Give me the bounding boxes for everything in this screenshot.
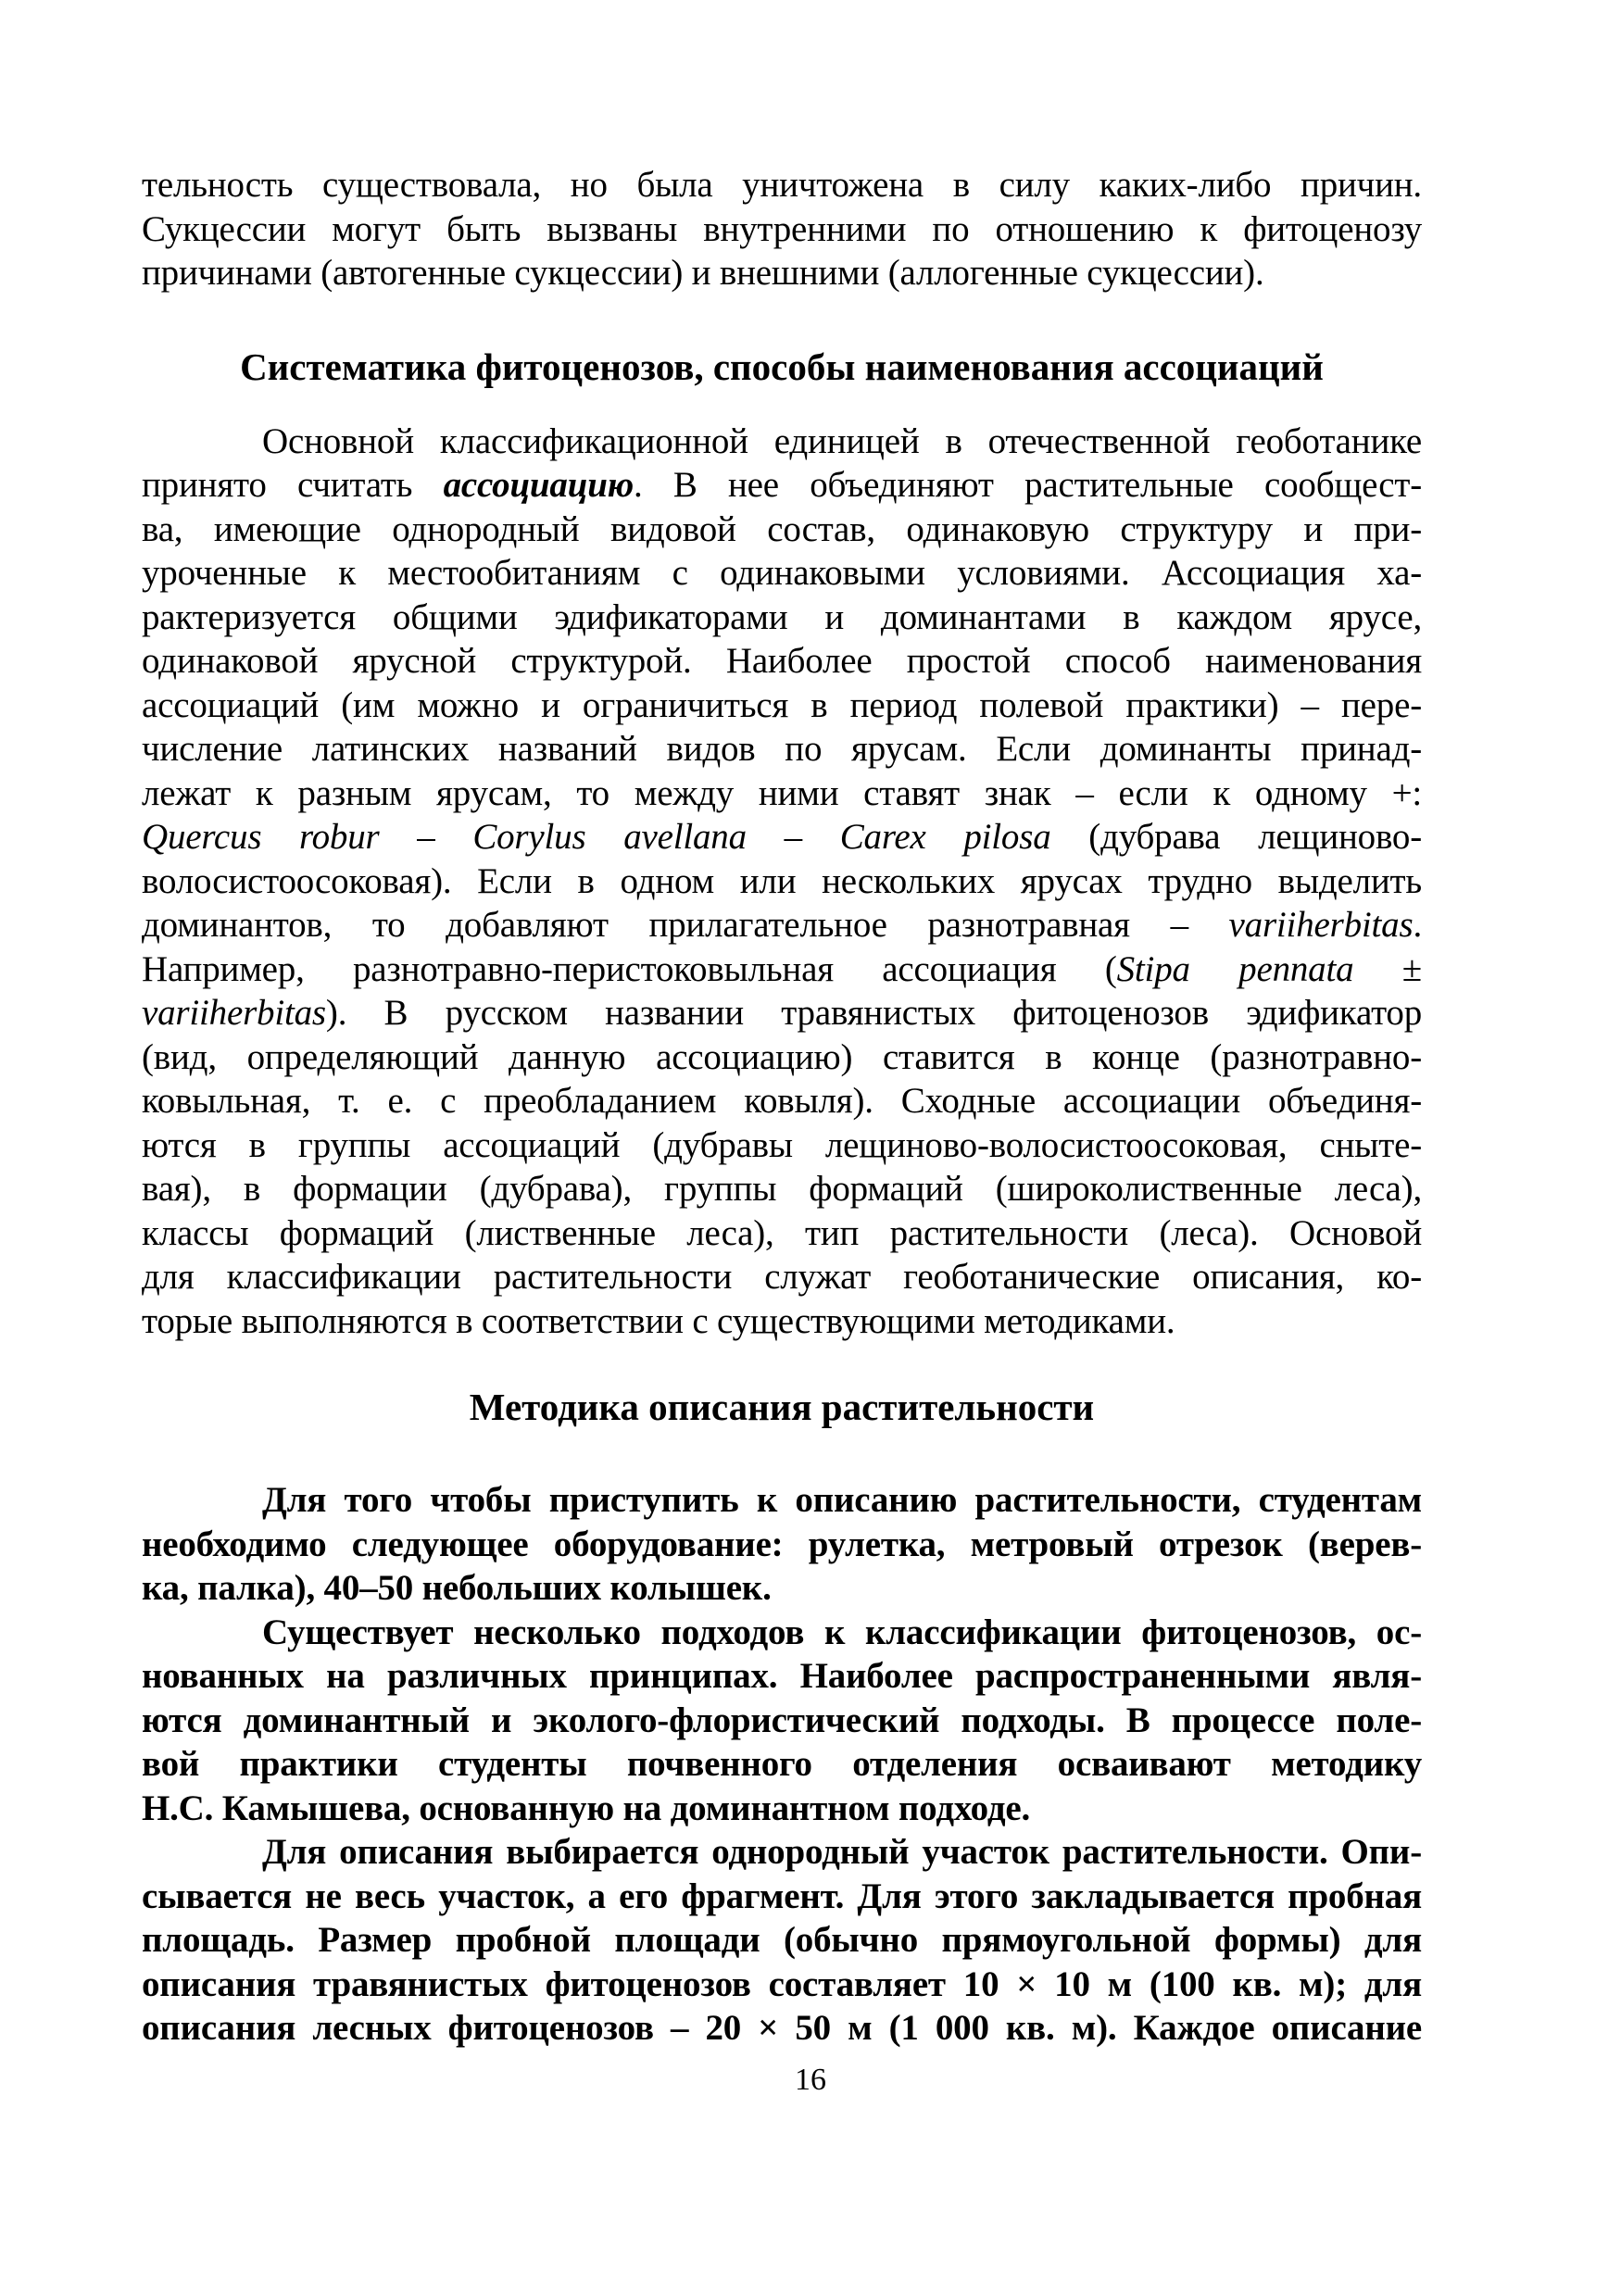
heading-methodology: Методика описания растительности: [469, 1386, 1095, 1428]
body-text: вой практики студенты почвенного отделения осваивают методику: [142, 1744, 1422, 1784]
text-line: [142, 947, 1422, 992]
body-text: торые выполняются в соответствии с существующими методиками.: [142, 1300, 1175, 1341]
body-text: площадь. Размер пробной площади (обычно прямоугольной формы) для: [142, 1920, 1422, 1960]
emphasized-text: Carex pilosa: [839, 817, 1051, 857]
body-text: уроченные к местообитаниям с одинаковыми условиями. Ассоциация ха-: [142, 553, 1422, 593]
body-text: волосистоосоковая). Если в одном или нескольких ярусах трудно выделить: [142, 860, 1422, 901]
text-line: [142, 1830, 1422, 1875]
text-line: [142, 251, 1422, 295]
body-text: ка, палка), 40–50 небольших колышек.: [142, 1568, 772, 1608]
body-text: Например, разнотравно-перистоковыльная ассоциация (: [142, 948, 1117, 989]
text-line: [142, 1123, 1422, 1168]
page-number: 16: [795, 2063, 826, 2097]
text-line: [142, 1742, 1422, 1787]
emphasized-text: Stipa pennata: [1116, 948, 1354, 989]
body-text: Для описания выбирается однородный участок растительности. Опи-: [262, 1832, 1422, 1872]
body-text: Н.С. Камышева, основанную на доминантном подходе.: [142, 1788, 1031, 1828]
text-line: [142, 1299, 1422, 1344]
text-line: [142, 163, 1422, 207]
text-line: [142, 207, 1422, 252]
body-text: рактеризуется общими эдификаторами и доминантами в каждом ярусе,: [142, 596, 1422, 637]
body-text: .: [1413, 905, 1422, 945]
page-content: [142, 163, 1422, 2051]
paragraph-association: [142, 420, 1422, 1344]
text-line: [142, 859, 1422, 904]
body-text: нованных на различных принципах. Наиболее распространенными явля-: [142, 1656, 1422, 1696]
emphasized-text: variiherbitas: [142, 993, 326, 1033]
text-line: [142, 1654, 1422, 1699]
paragraph-plot-description: [142, 1830, 1422, 2051]
text-line: [142, 1035, 1422, 1080]
heading-systematics: Систематика фитоценозов, способы наименования ассоциаций: [240, 345, 1324, 388]
body-text: описания травянистых фитоценозов составляет 10 × 10 м (100 кв. м); для: [142, 1964, 1422, 2004]
text-line: [142, 1255, 1422, 1299]
emphasized-text: Quercus robur: [142, 817, 380, 857]
text-line: [142, 1211, 1422, 1256]
body-text: ковыльная, т. е. с преобладанием ковыля). Сходные ассоциации объединя-: [142, 1081, 1422, 1121]
text-line: [142, 991, 1422, 1035]
text-line: [142, 772, 1422, 816]
body-text: . В нее объединяют растительные сообщест-: [633, 465, 1422, 505]
emphasized-text: Corylus avellana: [472, 817, 747, 857]
text-line: [142, 1611, 1422, 1655]
emphasized-text: ассоциацию: [443, 465, 634, 505]
text-line: [142, 2006, 1422, 2051]
emphasized-text: variiherbitas: [1228, 905, 1414, 945]
text-line: [142, 1478, 1422, 1523]
paragraph-equipment: [142, 1478, 1422, 1611]
body-text: –: [379, 817, 473, 857]
body-text: доминантов, то добавляют прилагательное разнотравная –: [142, 905, 1229, 945]
text-line: [142, 1787, 1422, 1831]
text-line: [142, 1875, 1422, 1919]
body-text: причинами (автогенные сукцессии) и внешними (аллогенные сукцессии).: [142, 253, 1264, 293]
text-line: [142, 1918, 1422, 1963]
text-line: [142, 727, 1422, 772]
text-line: [142, 1079, 1422, 1123]
text-line: [142, 1523, 1422, 1567]
body-text: Основной классификационной единицей в отечественной геоботанике: [262, 420, 1422, 461]
body-text: (дубрава лещиново-: [1050, 817, 1422, 857]
body-text: –: [746, 817, 840, 857]
body-text: ва, имеющие однородный видовой состав, одинаковую структуру и при-: [142, 508, 1422, 549]
text-line: [142, 903, 1422, 947]
body-text: ассоциаций (им можно и ограничиться в период полевой практики) – пере-: [142, 684, 1422, 725]
body-text: Сукцессии могут быть вызваны внутренними по отношению к фитоценозу: [142, 208, 1422, 249]
body-text: ются доминантный и эколого-флористический подходы. В процессе поле-: [142, 1700, 1422, 1740]
body-text: лежат к разным ярусам, то между ними ставят знак – если к одному +:: [142, 772, 1422, 813]
body-text: сывается не весь участок, а его фрагмент. Для этого закладывается пробная: [142, 1876, 1422, 1916]
body-text: принято считать: [142, 465, 444, 505]
body-text: вая), в формации (дубрава), группы формаций (широколиственные леса),: [142, 1169, 1422, 1209]
body-text: классы формаций (лиственные леса), тип растительности (леса). Основой: [142, 1212, 1422, 1253]
text-line: [142, 463, 1422, 508]
text-line: [142, 1699, 1422, 1743]
body-text: Существует несколько подходов к классификации фитоценозов, ос-: [262, 1612, 1422, 1652]
text-line: [142, 420, 1422, 464]
text-line: [142, 508, 1422, 552]
body-text: необходимо следующее оборудование: рулетка, метровый отрезок (верев-: [142, 1524, 1422, 1564]
body-text: Для того чтобы приступить к описанию растительности, студентам: [262, 1480, 1422, 1520]
body-text: числение латинских названий видов по ярусам. Если доминанты принад-: [142, 729, 1422, 769]
body-text: одинаковой ярусной структурой. Наиболее простой способ наименования: [142, 641, 1422, 681]
body-text: ±: [1353, 948, 1422, 989]
body-text: для классификации растительности служат геоботанические описания, ко-: [142, 1257, 1422, 1297]
text-line: [142, 815, 1422, 859]
body-text: ). В русском названии травянистых фитоценозов эдификатор: [325, 993, 1422, 1033]
paragraph-approaches: [142, 1611, 1422, 1831]
body-text: тельность существовала, но была уничтожена в силу каких-либо причин.: [142, 165, 1422, 205]
body-text: описания лесных фитоценозов – 20 × 50 м (1 000 кв. м). Каждое описание: [142, 2008, 1422, 2048]
text-line: [142, 684, 1422, 728]
text-line: [142, 1963, 1422, 2007]
paragraph-succession: [142, 163, 1422, 295]
text-line: [142, 639, 1422, 684]
text-line: [142, 596, 1422, 640]
text-line: [142, 551, 1422, 596]
body-text: (вид, определяющий данную ассоциацию) ставится в конце (разнотравно-: [142, 1036, 1422, 1077]
body-text: ются в группы ассоциаций (дубравы лещиново-волосистоосоковая, сныте-: [142, 1124, 1422, 1165]
text-line: [142, 1167, 1422, 1211]
text-line: [142, 1566, 1422, 1611]
